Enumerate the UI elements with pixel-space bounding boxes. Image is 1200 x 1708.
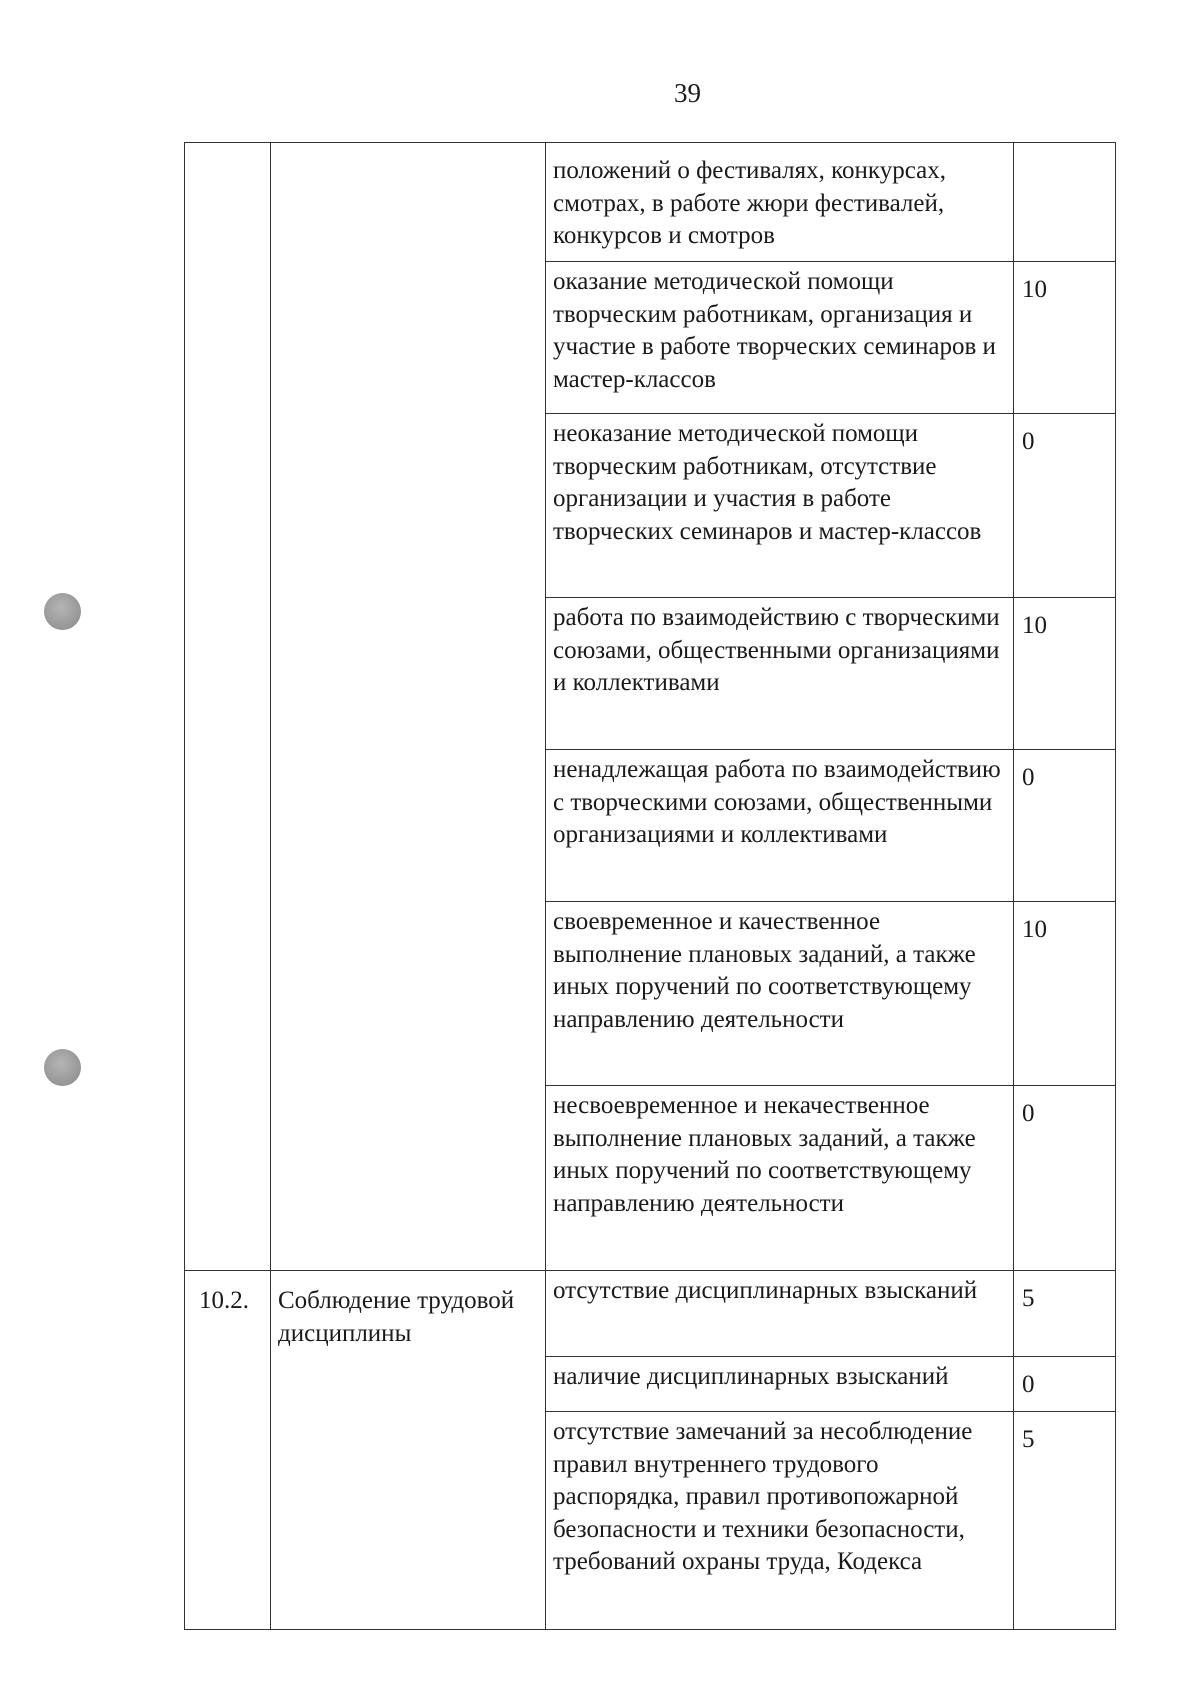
table-row <box>185 1271 1116 1357</box>
criterion-cell: неоказание методической помощи творческим работникам, отсутствие организации и участия в работе творческих семинаров и мастер-классов <box>546 414 1014 598</box>
criterion-cell: отсутствие дисциплинарных взысканий <box>546 1271 1014 1357</box>
criterion-cell: положений о фестивалях, конкурсах, смотрах, в работе жюри фестивалей, конкурсов и смотров <box>546 143 1014 262</box>
criterion-cell: наличие дисциплинарных взысканий <box>546 1357 1014 1412</box>
points-cell <box>1014 143 1116 262</box>
points-cell: 5 <box>1014 1271 1116 1357</box>
criterion-cell: несвоевременное и некачественное выполнение плановых заданий, а также иных поручений по соответствующему направлению деятельности <box>546 1086 1014 1271</box>
points-cell: 10 <box>1014 262 1116 414</box>
points-cell: 0 <box>1014 750 1116 902</box>
table-row <box>185 143 1116 262</box>
criterion-cell: своевременное и качественное выполнение плановых заданий, а также иных поручений по соответствующему направлению деятельности <box>546 902 1014 1086</box>
points-cell: 5 <box>1014 1412 1116 1630</box>
criterion-cell: отсутствие замечаний за несоблюдение правил внутреннего трудового распорядка, правил противопожарной безопасности и техники безопасности, требований охраны труда, Кодекса <box>546 1412 1014 1630</box>
criterion-cell: ненадлежащая работа по взаимодействию с творческими союзами, общественными организациями и коллективами <box>546 750 1014 902</box>
name-cell-empty <box>271 143 546 1271</box>
number-cell-empty <box>185 143 271 1271</box>
points-cell: 0 <box>1014 1357 1116 1412</box>
points-cell: 0 <box>1014 1086 1116 1271</box>
criteria-table <box>184 142 1116 1630</box>
criterion-cell: работа по взаимодействию с творческими союзами, общественными организациями и коллективами <box>546 598 1014 750</box>
section-number: 10.2. <box>185 1271 271 1630</box>
punch-hole-mark <box>44 593 81 630</box>
criterion-cell: оказание методической помощи творческим работникам, организация и участие в работе творческих семинаров и мастер-классов <box>546 262 1014 414</box>
section-name: Соблюдение трудовой дисциплины <box>271 1271 546 1630</box>
points-cell: 10 <box>1014 902 1116 1086</box>
points-cell: 10 <box>1014 598 1116 750</box>
page-number: 39 <box>674 78 701 108</box>
punch-hole-mark <box>44 1049 81 1086</box>
points-cell: 0 <box>1014 414 1116 598</box>
